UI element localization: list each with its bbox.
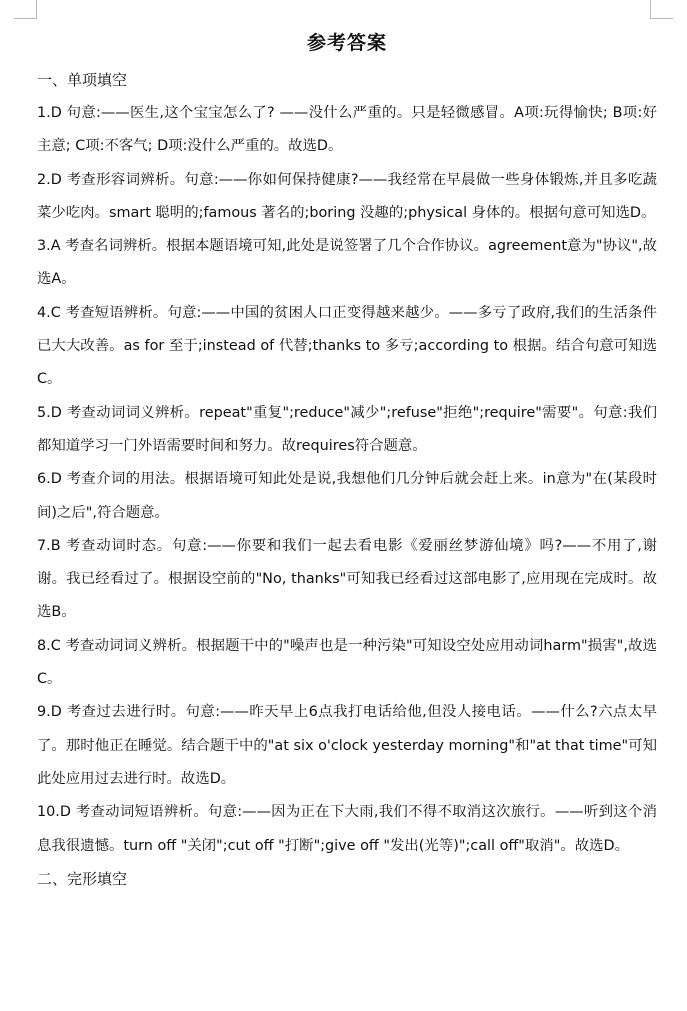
page-title: 参考答案	[306, 32, 387, 54]
answer-item-8: 8.C 考查动词词义辨析。根据题干中的"噪声也是一种污染"可知设空处应用动词harm"损害",故选C。	[37, 637, 657, 688]
page-corner-mark-right	[650, 0, 673, 19]
answer-item-10: 10.D 考查动词短语辨析。句意:——因为正在下大雨,我们不得不取消这次旅行。——听到这个消息我很遗憾。turn off "关闭";cut off "打断";give off "发出(光等)";call off"取消"。故选D。	[37, 804, 657, 854]
document-body	[37, 28, 657, 896]
answer-item-9: 9.D 考查过去进行时。句意:——昨天早上6点我打电话给他,但没人接电话。——什么?六点太早了。那时他正在睡觉。结合题干中的"at six o'clock yesterday morning"和"at that time"可知此处应用过去进行时。故选D。	[37, 704, 657, 787]
page-corner-mark-left	[14, 0, 37, 19]
section-heading-cloze: 二、完形填空	[37, 869, 128, 888]
answer-item-2: 2.D 考查形容词辨析。句意:——你如何保持健康?——我经常在早晨做一些身体锻炼,并且多吃蔬菜少吃肉。smart 聪明的;famous 著名的;boring 没趣的;physical 身体的。根据句意可知选D。	[37, 171, 657, 221]
answer-item-4: 4.C 考查短语辨析。句意:——中国的贫困人口正变得越来越少。——多亏了政府,我们的生活条件已大大改善。as for 至于;instead of 代替;thanks to 多亏;according to 根据。结合句意可知选C。	[37, 304, 657, 388]
answer-item-6: 6.D 考查介词的用法。根据语境可知此处是说,我想他们几分钟后就会赶上来。in意为"在(某段时间)之后",符合题意。	[37, 471, 657, 521]
answer-item-1: 1.D 句意:——医生,这个宝宝怎么了? ——没什么严重的。只是轻微感冒。A项:玩得愉快; B项:好主意; C项:不客气; D项:没什么严重的。故选D。	[37, 105, 657, 155]
answer-item-3: 3.A 考查名词辨析。根据本题语境可知,此处是说签署了几个合作协议。agreement意为"协议",故选A。	[37, 238, 657, 288]
section-heading-single-choice: 一、单项填空	[37, 71, 128, 89]
answer-item-7: 7.B 考查动词时态。句意:——你要和我们一起去看电影《爱丽丝梦游仙境》吗?——不用了,谢谢。我已经看过了。根据设空前的"No, thanks"可知我已经看过这部电影了,应用现在完成时。故选B。	[37, 537, 657, 621]
answer-item-5: 5.D 考查动词词义辨析。repeat"重复";reduce"减少";refuse"拒绝";require"需要"。句意:我们都知道学习一门外语需要时间和努力。故requires符合题意。	[37, 404, 657, 454]
